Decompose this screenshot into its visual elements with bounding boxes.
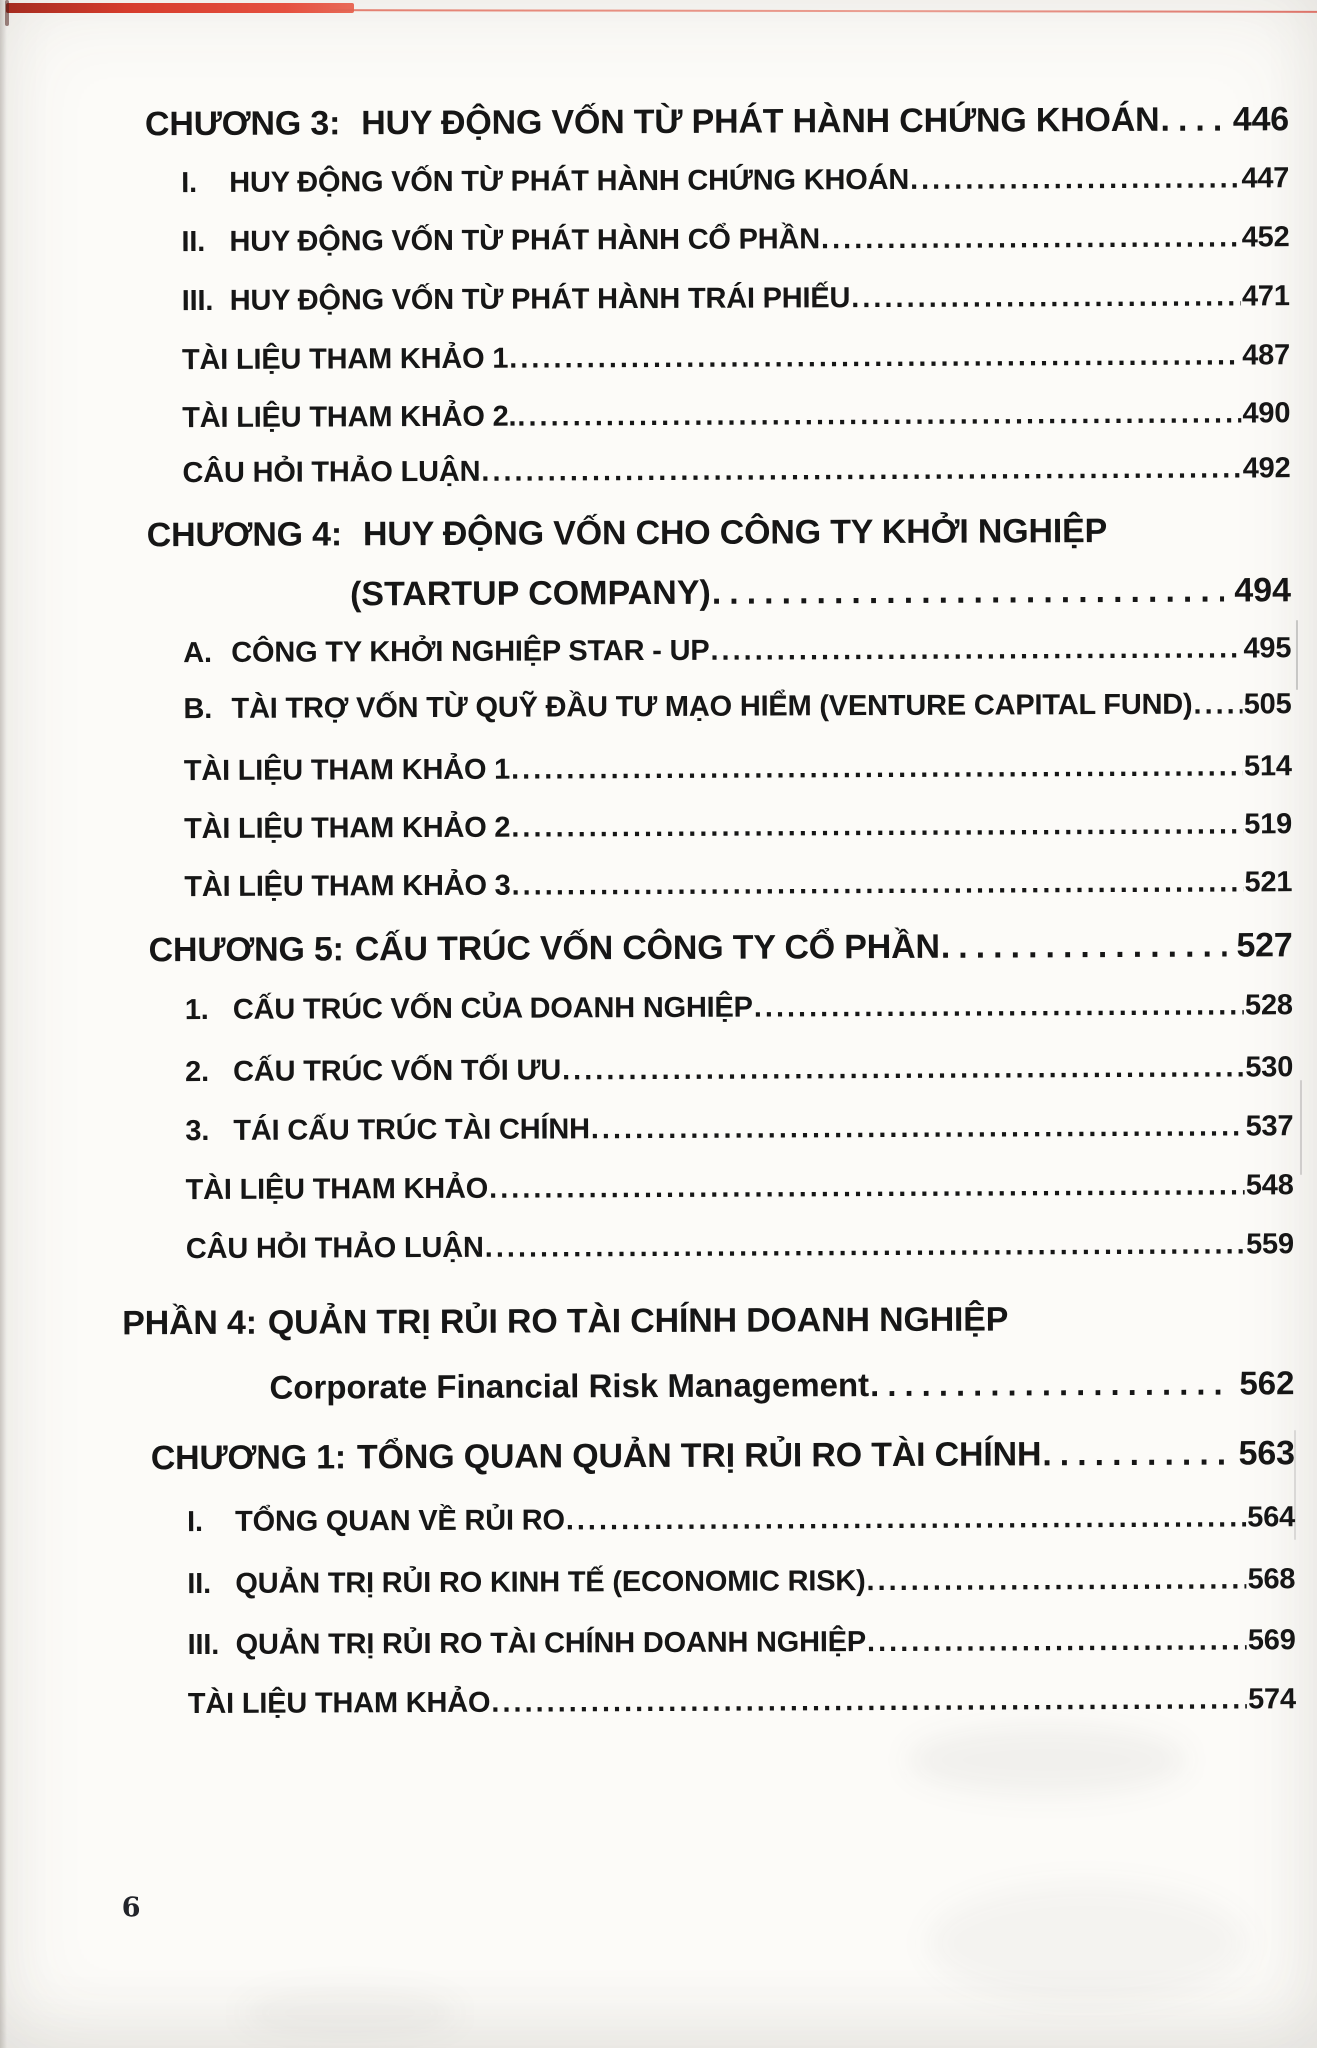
page-number: 505 — [1243, 688, 1292, 721]
entry-title: TÁI CẤU TRÚC TÀI CHÍNH — [233, 1113, 590, 1147]
page-number: 564 — [1247, 1501, 1296, 1534]
entry-title: TÀI LIỆU THAM KHẢO 3 — [184, 869, 511, 904]
dot-leader — [491, 1679, 1247, 1722]
chapter-label: CHƯƠNG 4: — [146, 515, 343, 555]
toc-entry — [182, 393, 1290, 438]
page-number: 569 — [1247, 1624, 1296, 1657]
entry-title: HUY ĐỘNG VỐN TỪ PHÁT HÀNH CHỨNG KHOÁN — [229, 163, 910, 199]
page-number: 495 — [1243, 632, 1292, 665]
entry-title: TÀI LIỆU THAM KHẢO 1 — [183, 753, 511, 788]
dot-leader — [591, 1106, 1245, 1149]
page-number: 452 — [1241, 221, 1290, 254]
entry-numeral: A. — [183, 636, 212, 670]
chapter-title: TỔNG QUAN QUẢN TRỊ RỦI RO TÀI CHÍNH — [356, 1435, 1042, 1477]
toc-entry — [188, 1620, 1296, 1665]
page-number: 514 — [1243, 750, 1292, 783]
toc-entry — [184, 746, 1292, 791]
toc-entry — [187, 1559, 1295, 1604]
dot-leader — [511, 862, 1243, 905]
dot-leader — [866, 1559, 1246, 1601]
page-number: 487 — [1242, 339, 1291, 372]
entry-title: TÀI LIỆU THAM KHẢO — [187, 1686, 491, 1721]
entry-title: HUY ĐỘNG VỐN TỪ PHÁT HÀNH CỔ PHẦN — [229, 223, 821, 258]
page-number: 574 — [1247, 1683, 1296, 1716]
entry-numeral: 3. — [185, 1114, 210, 1148]
toc-chapter-heading — [148, 923, 1292, 972]
entry-title: TÀI LIỆU THAM KHẢO — [185, 1172, 489, 1207]
part-subtitle: Corporate Financial Risk Management — [269, 1366, 870, 1406]
entry-numeral: I. — [181, 167, 198, 200]
dot-leader — [481, 448, 1242, 491]
page-number: 492 — [1242, 452, 1291, 485]
dot-leader — [1193, 684, 1242, 724]
toc-chapter-heading — [151, 1431, 1295, 1480]
toc-entry — [184, 804, 1292, 849]
page-number: 490 — [1242, 397, 1291, 430]
chapter-title: CẤU TRÚC VỐN CÔNG TY CỔ PHẦN — [354, 927, 940, 969]
chapter-label: CHƯƠNG 1: — [150, 1438, 347, 1478]
page-number: 568 — [1247, 1563, 1296, 1596]
entry-numeral: 1. — [184, 993, 209, 1027]
entry-title: TỔNG QUAN VỀ RỦI RO — [234, 1504, 565, 1538]
dot-leader — [566, 1497, 1247, 1540]
toc-entry — [181, 158, 1289, 203]
entry-numeral: B. — [183, 692, 213, 726]
page-number: 447 — [1241, 162, 1290, 195]
dot-leader — [821, 217, 1241, 259]
toc-entry — [181, 217, 1289, 262]
dot-leader — [562, 1047, 1244, 1090]
page-number: 548 — [1245, 1169, 1294, 1202]
dot-leader — [867, 1620, 1247, 1662]
entry-title: QUẢN TRỊ RỦI RO TÀI CHÍNH DOANH NGHIỆP — [235, 1626, 867, 1661]
dot-leader — [1042, 1432, 1229, 1477]
toc-part-heading-line2 — [269, 1361, 1294, 1409]
page-number: 527 — [1236, 926, 1293, 965]
entry-title: CÂU HỎI THẢO LUẬN — [182, 455, 481, 490]
dot-leader — [712, 569, 1225, 615]
entry-numeral: III. — [181, 284, 214, 318]
entry-title: QUẢN TRỊ RỦI RO KINH TẾ (ECONOMIC RISK) — [235, 1565, 866, 1600]
page-number: 446 — [1232, 100, 1290, 139]
entry-numeral: II. — [187, 1567, 211, 1601]
toc-entry — [183, 684, 1291, 729]
page-number: 562 — [1239, 1364, 1295, 1402]
dot-leader — [1160, 98, 1223, 142]
chapter-title: HUY ĐỘNG VỐN TỪ PHÁT HÀNH CHỨNG KHOÁN — [361, 100, 1160, 143]
page-number: 530 — [1245, 1051, 1294, 1084]
dot-leader — [517, 393, 1241, 436]
page-number: 559 — [1245, 1228, 1294, 1261]
toc-entry — [185, 1106, 1293, 1151]
dot-leader — [511, 804, 1243, 847]
toc-entry — [186, 1165, 1294, 1210]
part-label: PHẦN 4: — [122, 1303, 257, 1343]
toc-chapter-heading — [147, 508, 1291, 557]
dot-leader — [511, 746, 1243, 789]
page-number: 471 — [1241, 280, 1290, 313]
dot-leader — [941, 924, 1227, 969]
entry-title: TÀI LIỆU THAM KHẢO 1 — [181, 342, 509, 377]
entry-title: CÂU HỎI THẢO LUẬN — [185, 1231, 484, 1266]
entry-title: TÀI TRỢ VỐN TỪ QUỸ ĐẦU TƯ MẠO HIỂM (VENTURE CAPITAL FUND) — [231, 688, 1193, 725]
toc-entry — [188, 1679, 1296, 1724]
dot-leader — [489, 1165, 1245, 1208]
chapter-title: HUY ĐỘNG VỐN CHO CÔNG TY KHỞI NGHIỆP — [362, 512, 1108, 554]
toc-chapter-heading — [145, 97, 1289, 146]
entry-title: TÀI LIỆU THAM KHẢO 2 — [183, 811, 511, 846]
dot-leader — [870, 1362, 1229, 1408]
toc-entry — [184, 862, 1292, 907]
page-number: 521 — [1244, 866, 1293, 899]
toc-entry — [185, 1047, 1293, 1092]
page-number: 519 — [1244, 808, 1293, 841]
entry-numeral: II. — [181, 225, 206, 259]
folio-page-number: 6 — [121, 1892, 141, 1924]
entry-title: CẤU TRÚC VỐN TỐI ƯU — [233, 1054, 562, 1088]
page-number: 563 — [1238, 1434, 1295, 1473]
toc-entry — [182, 448, 1290, 493]
page-number: 528 — [1244, 989, 1293, 1022]
entry-numeral: III. — [187, 1628, 220, 1662]
page-number: 494 — [1234, 571, 1292, 610]
dot-leader — [910, 158, 1241, 199]
toc-entry — [187, 1497, 1295, 1542]
toc-chapter-heading-line2 — [350, 568, 1291, 616]
entry-numeral: I. — [186, 1505, 203, 1539]
entry-title: TÀI LIỆU THAM KHẢO 2. — [182, 400, 517, 435]
entry-title: CÔNG TY KHỞI NGHIỆP STAR - UP — [231, 634, 710, 669]
dot-leader — [754, 985, 1244, 1027]
chapter-label: CHƯƠNG 5: — [148, 930, 344, 970]
dot-leader — [485, 1224, 1246, 1267]
part-title: QUẢN TRỊ RỦI RO TÀI CHÍNH DOANH NGHIỆP — [267, 1300, 1009, 1342]
dot-leader — [710, 628, 1242, 670]
toc-entry — [182, 335, 1290, 380]
toc-entry — [183, 628, 1291, 673]
dot-leader — [509, 335, 1241, 378]
page-number: 537 — [1245, 1110, 1294, 1143]
toc-part-heading — [122, 1296, 1294, 1345]
chapter-label: CHƯƠNG 3: — [144, 104, 341, 144]
entry-numeral: 2. — [185, 1055, 209, 1089]
chapter-subtitle: (STARTUP COMPANY) — [349, 573, 711, 614]
dot-leader — [851, 276, 1241, 318]
entry-title: CẤU TRÚC VỐN CỦA DOANH NGHIỆP — [232, 991, 753, 1026]
toc-entry — [185, 985, 1293, 1030]
toc-entry — [186, 1224, 1294, 1269]
entry-title: HUY ĐỘNG VỐN TỪ PHÁT HÀNH TRÁI PHIẾU — [229, 282, 851, 317]
toc-entry — [182, 276, 1290, 321]
